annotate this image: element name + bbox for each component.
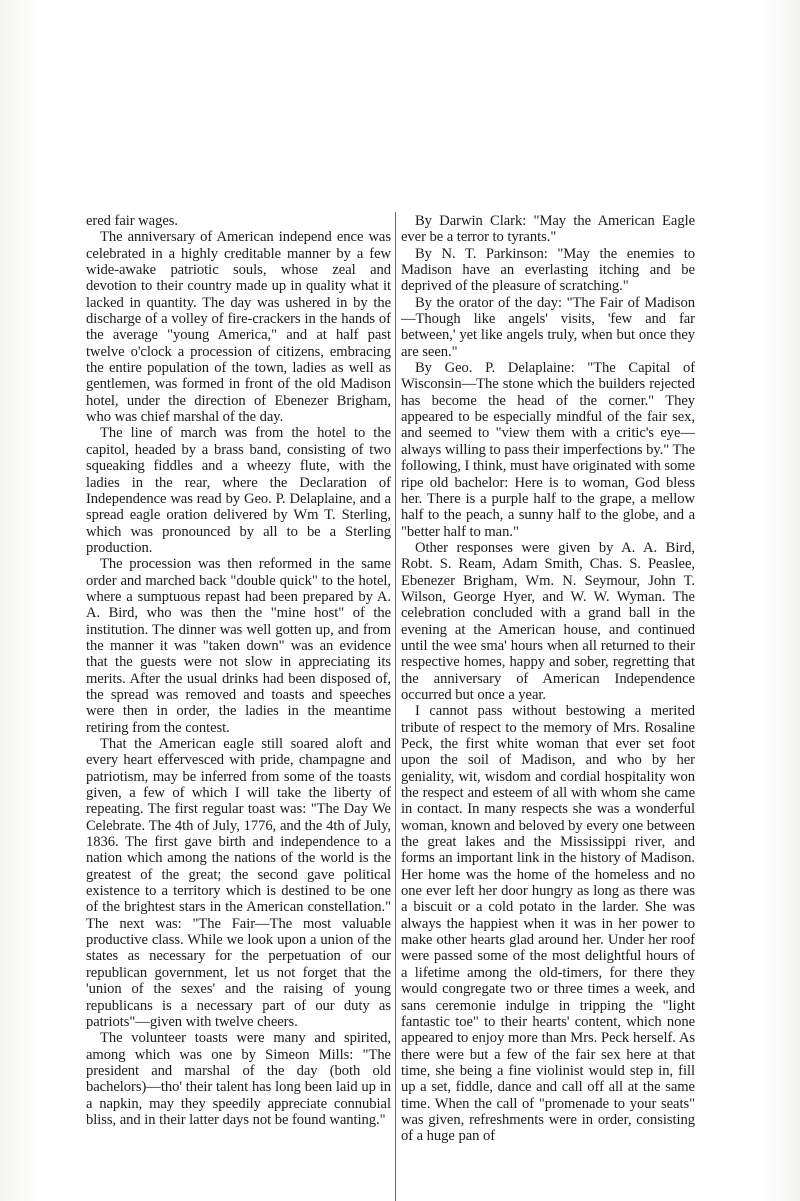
article-right-column [401, 213, 695, 1198]
article-left-column [86, 213, 391, 1198]
paragraph: The line of march was from the hotel to the capitol, headed by a brass band, consisting of two squeaking fiddles and a wheezy flute, with the ladies in the rear, where the Declaration of Independence was read by Geo. P. Delaplaine, and a spread eagle oration delivered by Wm T. Sterling, which was pronounced by all to be a Sterling production. [86, 425, 391, 556]
paragraph: By Darwin Clark: "May the American Eagle ever be a terror to tyrants." [401, 213, 695, 246]
paragraph: The volunteer toasts were many and spirited, among which was one by Simeon Mills: "The president and marshal of the day (both old bachelors)—tho' their talent has long been laid up in a napkin, may they speedily appreciate connubial bliss, and in their latter days not be found wanting." [86, 1030, 391, 1128]
paragraph: By Geo. P. Delaplaine: "The Capital of Wisconsin—The stone which the builders rejected has become the head of the corner." They appeared to be especially mindful of the fair sex, and seemed to "view them with a critic's eye—always willing to pass their imperfections by." The following, I think, must have originated with some ripe old bachelor: Here is to woman, God bless her. There is a purple half to the grape, a mellow half to the peach, a sunny half to the globe, and a "better half to man." [401, 360, 695, 540]
paragraph: ered fair wages. [86, 213, 178, 229]
paragraph: By the orator of the day: "The Fair of Madison—Though like angels' visits, 'few and far between,' yet like angels truly, when but once they are seen." [401, 294, 695, 360]
paragraph: I cannot pass without bestowing a merited tribute of respect to the memory of Mrs. Rosaline Peck, the first white woman that ever set foot upon the soil of Madison, and who by her geniality, wit, wisdom and cordial hospitality won the respect and esteem of all with whom she came in contact. In many respects she was a wonderful woman, known and beloved by every one between the great lakes and the Mississippi river, and forms an important link in the history of Madison. Her home was the home of the homeless and no one ever left her door hungry as long as there was a biscuit or a cold potato in the larder. She was always the happiest when it was in her power to make other hearts glad around her. Under her roof were passed some of the most delightful hours of a lifetime among the old-timers, for there they would congregate two or three times a week, and sans ceremonie indulge in tripping the "light fantastic toe" to their hearts' content, which none appeared to enjoy more than Mrs. Peck herself. As there were but a few of the fair sex here at that time, she being a fine violinist would step in, fill up a set, fiddle, dance and call off all at the same time. When the call of "promenade to your seats" was given, refreshments were in order, consisting of a huge pan of [401, 703, 695, 1145]
paragraph: The anniversary of American independ ence was celebrated in a highly creditable manner by a few wide-awake patriotic souls, whose zeal and devotion to their country made up in quality what it lacked in quantity. The day was ushered in by the discharge of a volley of fire-crackers in the hands of the average "young America," and at half past twelve o'clock a procession of citizens, embracing the entire population of the town, ladies as well as gentlemen, was formed in front of the old Madison hotel, under the direction of Ebenezer Brigham, who was chief marshal of the day. [86, 229, 391, 426]
paragraph: By N. T. Parkinson: "May the enemies to Madison have an everlasting itching and be deprived of the pleasure of scratching." [401, 245, 695, 295]
paragraph: That the American eagle still soared aloft and every heart effervesced with pride, champagne and patriotism, may be inferred from some of the toasts given, a few of which I will take the liberty of repeating. The first regular toast was: "The Day We Celebrate. The 4th of July, 1776, and the 4th of July, 1836. The first gave birth and independence to a nation which among the nations of the world is the greatest of the great; the second gave political existence to a territory which is destined to be one of the brightest stars in the American constellation." The next was: "The Fair—The most valuable productive class. While we look upon a union of the states as necessary for the perpetuation of our republican government, let us not forget that the 'union of the sexes' and the raising of young republicans is a necessary part of our duty as patriots"—given with twelve cheers. [86, 736, 391, 1030]
paragraph: The procession was then reformed in the same order and marched back "double quick" to the hotel, where a sumptuous repast had been prepared by A. A. Bird, who was then the "mine host" of the institution. The dinner was well gotten up, and from the manner it was "taken down" was an evidence that the guests were not slow in appreciating its merits. After the usual drinks had been disposed of, the spread was removed and toasts and speeches were then in order, the ladies in the meantime retiring from the contest. [86, 556, 391, 736]
paragraph: Other responses were given by A. A. Bird, Robt. S. Ream, Adam Smith, Chas. S. Peaslee, Ebenezer Brigham, Wm. N. Seymour, John T. Wilson, George Hyer, and W. W. Wyman. The celebration concluded with a grand ball in the evening at the American house, and continued until the wee sma' hours when all returned to their respective homes, happy and sober, regretting that the anniversary of American Independence occurred but once a year. [401, 539, 695, 703]
column-divider [395, 212, 396, 1201]
